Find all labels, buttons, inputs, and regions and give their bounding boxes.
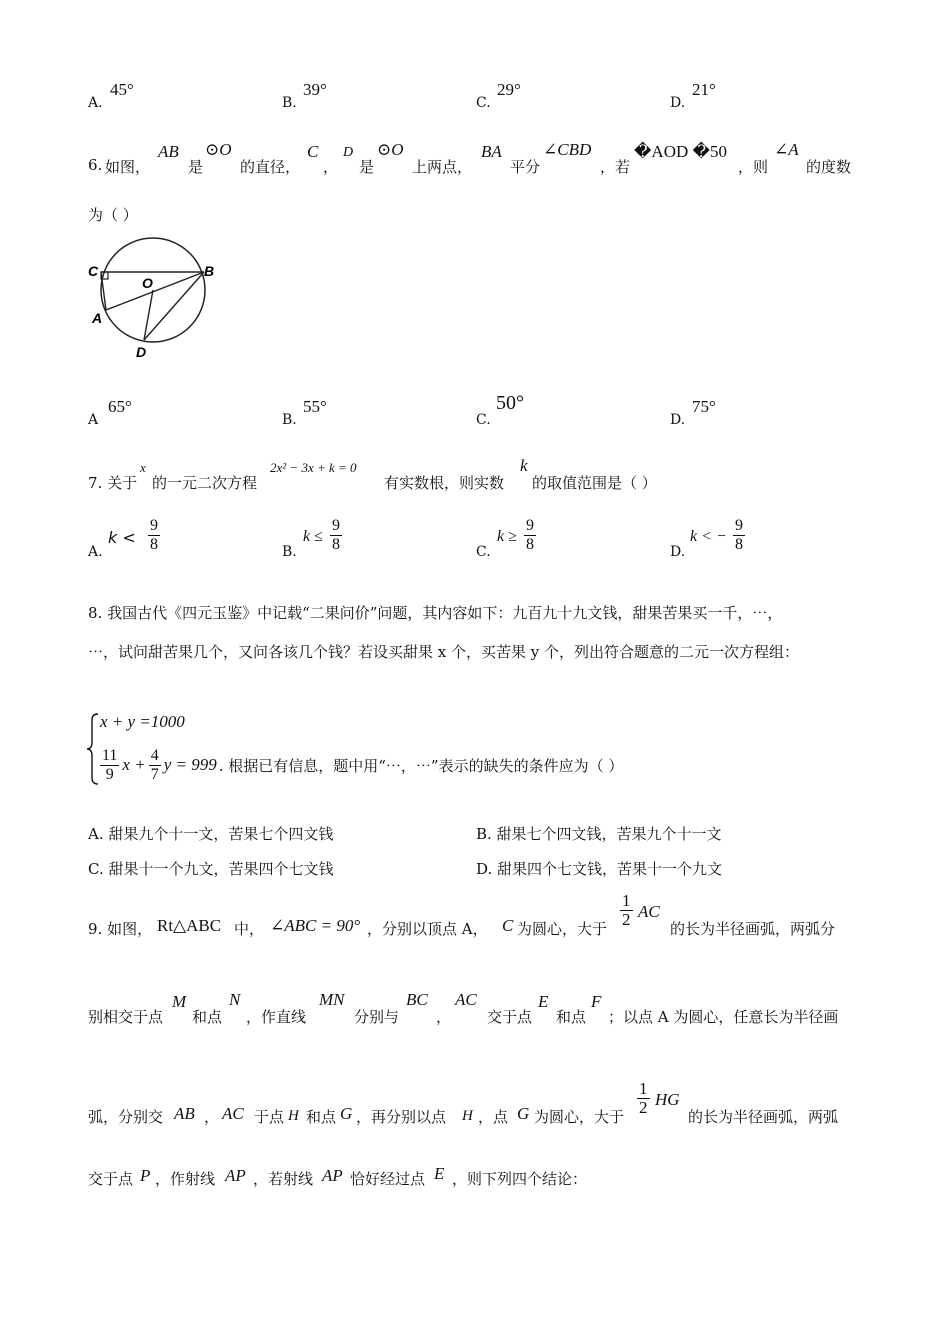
fraction-numerator: 9	[150, 517, 158, 534]
fraction-denominator: 2	[639, 1098, 648, 1117]
stem-text: 交于点	[487, 1008, 533, 1026]
option-value: 29°	[497, 80, 521, 99]
stem-text: 的取值范围是（ ）	[532, 474, 657, 492]
stem-text: ，作射线	[155, 1170, 216, 1188]
fraction-numerator: 9	[735, 517, 743, 534]
option-value: 50°	[496, 392, 524, 414]
math-c: C	[307, 142, 319, 161]
stem-text: 为（ ）	[88, 206, 138, 224]
math-e: E	[538, 992, 549, 1011]
math-angle-abc: ∠ABC = 90°	[270, 916, 361, 935]
option-fraction	[330, 517, 342, 554]
stem-text: ，作直线	[246, 1008, 307, 1026]
fraction-denominator: 2	[622, 910, 631, 929]
math-n: N	[229, 990, 241, 1009]
option-letter: C.	[476, 544, 491, 560]
option-letter: D.	[670, 544, 686, 560]
stem-text: 是	[359, 158, 375, 176]
stem-text: ，则	[738, 158, 769, 176]
fraction-numerator: 4	[150, 746, 159, 764]
math-ap: AP	[322, 1166, 343, 1185]
option-letter: A.	[88, 544, 103, 560]
stem-text: 9. 如图，	[88, 920, 153, 938]
option-value: 65°	[108, 397, 132, 416]
math-ap: AP	[225, 1166, 246, 1185]
segment-do	[144, 290, 153, 340]
option-value: 75°	[692, 397, 716, 416]
math-ab: AB	[174, 1104, 195, 1123]
stem-text: ，点	[478, 1108, 509, 1126]
stem-text: 平分	[510, 158, 541, 176]
option-letter: B.	[282, 95, 297, 111]
option-value: 21°	[692, 80, 716, 99]
stem-text: 恰好经过点	[350, 1170, 426, 1188]
math-g: G	[340, 1104, 353, 1123]
q8-option-d: D. 甜果四个七文钱，苦果十一个九文	[476, 860, 723, 878]
math-x: x	[140, 460, 146, 475]
label-a: A	[92, 310, 103, 326]
math-d: D	[343, 145, 354, 160]
stem-text: ；以点 A 为圆心，任意长为半径画	[608, 1008, 839, 1026]
option-letter: A.	[88, 95, 103, 111]
stem-text: 的一元二次方程	[152, 474, 258, 492]
fraction-numerator: 1	[622, 891, 631, 910]
stem-text: ，再分别以点	[356, 1108, 447, 1126]
stem-text: ，	[436, 1008, 452, 1026]
option-letter: B.	[282, 412, 297, 428]
stem-text: ，	[323, 158, 339, 176]
option-lhs: k ≥	[497, 528, 517, 545]
q8-option-c: C. 甜果十一个九文，苦果四个七文钱	[88, 860, 334, 878]
math-circle-o: ⊙O	[377, 140, 404, 159]
math-ba: BA	[481, 142, 502, 161]
stem-text: 为圆心，大于	[534, 1108, 625, 1126]
fraction-denominator: 8	[526, 536, 534, 553]
math-k: k	[520, 456, 528, 475]
stem-text: 和点	[556, 1008, 587, 1026]
stem-text: 的长为半径画弧，两弧分	[670, 920, 836, 938]
fraction-denominator: 8	[735, 536, 743, 553]
math-f: F	[591, 992, 602, 1011]
equation-2	[100, 742, 623, 788]
stem-text: 是	[188, 158, 204, 176]
math-circle-o: ⊙O	[205, 140, 232, 159]
fraction-numerator: 11	[102, 746, 118, 764]
math-e: E	[434, 1164, 445, 1183]
fraction-denominator: 8	[332, 536, 340, 553]
circle-figure	[84, 228, 224, 363]
label-d: D	[136, 344, 147, 360]
fraction-numerator: 9	[526, 517, 534, 534]
equation-1: x + y =1000	[100, 712, 185, 731]
option-letter: C.	[476, 412, 491, 428]
math-condition: �AOD �50	[634, 142, 727, 161]
option-value: 45°	[110, 80, 134, 99]
stem-text: 别相交于点	[88, 1008, 164, 1026]
stem-text: 的度数	[806, 158, 852, 176]
math-ac: AC	[638, 902, 660, 921]
segment-ab	[106, 272, 204, 310]
math-ab: AB	[158, 142, 179, 161]
stem-text: 有实数根，则实数	[384, 474, 505, 492]
option-letter: B.	[282, 544, 297, 560]
segment-db	[144, 272, 204, 340]
math-bc: BC	[406, 990, 428, 1009]
stem-text: 如图，	[105, 158, 151, 176]
math-equation: 2x² − 3x + k = 0	[270, 460, 357, 475]
stem-text: ⋯，试问甜苦果几个，又问各该几个钱？若设买甜果 x 个，买苦果 y 个，列出符合题意的二元一次方程组：	[88, 643, 800, 661]
stem-text: 的长为半径画弧，两弧	[688, 1108, 839, 1126]
stem-text: 和点	[306, 1108, 337, 1126]
equation-text: y = 999	[163, 755, 217, 774]
math-mn: MN	[319, 990, 345, 1009]
fraction-denominator: 8	[150, 536, 158, 553]
option-letter: D.	[670, 412, 686, 428]
option-value: 55°	[303, 397, 327, 416]
math-ac: AC	[222, 1104, 244, 1123]
fraction	[149, 747, 161, 784]
stem-text: ，若射线	[253, 1170, 314, 1188]
math-ac: AC	[455, 990, 477, 1009]
option-fraction	[148, 517, 160, 554]
option-letter: D.	[670, 95, 686, 111]
option-lhs: k < −	[690, 528, 727, 545]
math-hg: HG	[655, 1090, 680, 1109]
label-b: B	[204, 263, 215, 279]
stem-text: 的直径，	[240, 158, 301, 176]
question-number: 6.	[88, 156, 103, 174]
stem-text: 为圆心，大于	[517, 920, 608, 938]
math-angle-a: ∠A	[774, 140, 799, 159]
brace-icon	[86, 712, 100, 786]
label-c: C	[88, 263, 99, 279]
fraction-half	[620, 892, 633, 929]
math-rt-abc: Rt△ABC	[157, 916, 222, 935]
stem-text: 交于点	[88, 1170, 134, 1188]
option-lhs: k <	[108, 528, 136, 547]
fraction-denominator: 7	[150, 765, 159, 783]
math-c: C	[502, 916, 514, 935]
math-h: H	[462, 1108, 473, 1124]
stem-text: 分别与	[354, 1008, 400, 1026]
stem-text: 上两点，	[412, 158, 473, 176]
option-lhs: k ≤	[303, 528, 323, 545]
option-fraction	[733, 517, 745, 554]
option-letter: A	[88, 412, 99, 428]
stem-text: 中，	[234, 920, 265, 938]
math-p: P	[140, 1166, 151, 1185]
stem-text: ，若	[600, 158, 631, 176]
stem-text: . 根据已有信息，题中用“⋯，⋯”表示的缺失的条件应为（ ）	[218, 756, 624, 775]
fraction-denominator: 9	[105, 765, 114, 783]
math-m: M	[172, 992, 187, 1011]
option-fraction	[524, 517, 536, 554]
math-angle-cbd: ∠CBD	[543, 140, 592, 159]
math-g: G	[517, 1104, 530, 1123]
math-h: H	[288, 1108, 299, 1124]
stem-text: ，	[204, 1108, 220, 1126]
fraction-numerator: 1	[639, 1079, 648, 1098]
stem-text: 弧，分别交	[88, 1108, 164, 1126]
q8-option-a: A. 甜果九个十一文，苦果七个四文钱	[88, 825, 334, 843]
fraction-half	[637, 1080, 650, 1117]
stem-text: 7. 关于	[88, 474, 138, 492]
label-o: O	[142, 275, 153, 291]
stem-text: ，则下列四个结论：	[452, 1170, 588, 1188]
stem-text: 于点	[254, 1108, 285, 1126]
option-value: 39°	[303, 80, 327, 99]
stem-text: 8. 我国古代《四元玉鉴》中记载“二果问价”问题，其内容如下：九百九十九文钱，甜果苦果买一千，⋯，	[88, 604, 783, 622]
q8-option-b: B. 甜果七个四文钱，苦果九个十一文	[476, 825, 722, 843]
option-letter: C.	[476, 95, 491, 111]
fraction	[100, 747, 119, 784]
stem-text: 和点	[192, 1008, 223, 1026]
fraction-numerator: 9	[332, 517, 340, 534]
equation-text: x +	[122, 755, 146, 774]
stem-text: ，分别以顶点 A，	[367, 920, 488, 938]
